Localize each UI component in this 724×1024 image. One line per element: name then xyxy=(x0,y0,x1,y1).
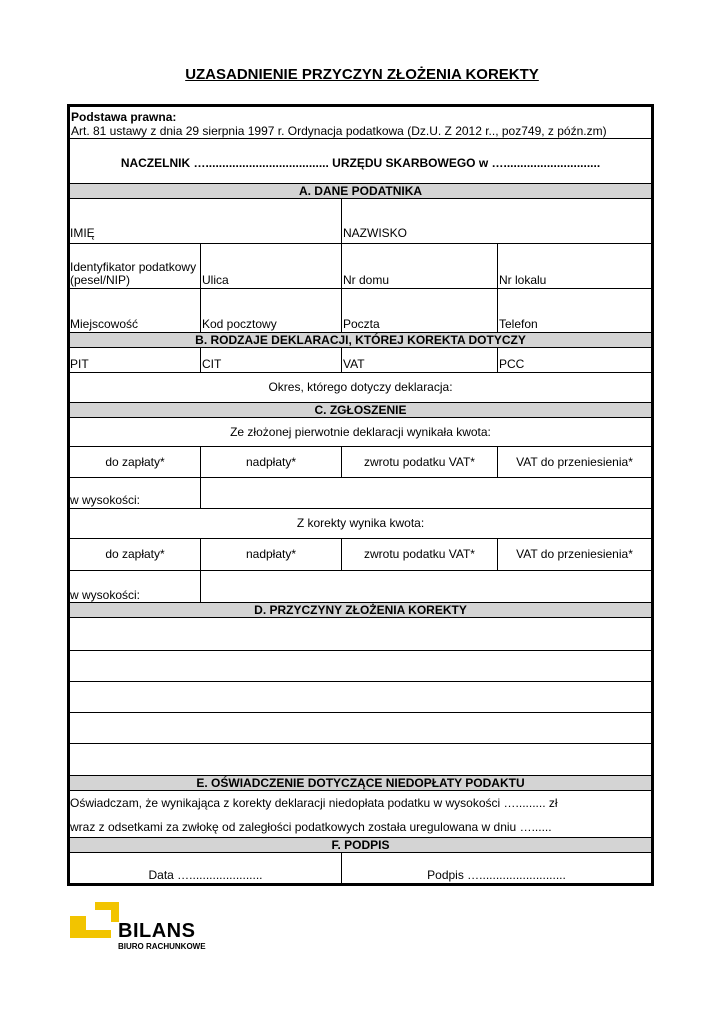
logo-name: BILANS xyxy=(118,920,196,942)
ulica-label: Ulica xyxy=(202,273,229,287)
section-a-header: A. DANE PODATNIKA xyxy=(70,183,651,199)
identyfikator-label-1: Identyfikator podatkowy xyxy=(70,260,197,274)
section-f-header: F. PODPIS xyxy=(70,837,651,853)
decl-type-pit: PIT xyxy=(70,357,89,371)
orig-w-wysokosci: w wysokości: xyxy=(70,493,141,507)
telefon-label: Telefon xyxy=(499,317,538,331)
kod-pocztowy-label: Kod pocztowy xyxy=(202,317,277,331)
document-title: UZASADNIENIE PRZYCZYN ZŁOŻENIA KOREKTY xyxy=(185,66,539,83)
poczta-label: Poczta xyxy=(343,317,380,331)
decl-type-vat: VAT xyxy=(343,357,365,371)
original-amount-label: Ze złożonej pierwotnie deklaracji wynikała kwota: xyxy=(230,425,491,439)
kor-w-wysokosci: w wysokości: xyxy=(70,588,141,602)
decl-type-pcc: PCC xyxy=(499,357,525,371)
section-b-header: B. RODZAJE DEKLARACJI, KTÓREJ KOREKTA DOTYCZY xyxy=(70,332,651,348)
orig-col-zwrot-vat: zwrotu podatku VAT* xyxy=(364,455,475,469)
section-d-header: D. PRZYCZYNY ZŁOŻENIA KOREKTY xyxy=(70,602,651,618)
legal-text: Art. 81 ustawy z dnia 29 sierpnia 1997 r. Ordynacja podatkowa (Dz.U. Z 2012 r.., poz749, z późn.zm) xyxy=(71,124,607,138)
podpis-label: Podpis ….......................... xyxy=(427,868,566,882)
okres-label: Okres, którego dotyczy deklaracja: xyxy=(268,380,453,394)
correction-form xyxy=(67,104,654,886)
oswiadczenie-line-1: Oświadczam, że wynikająca z korekty deklaracji niedopłata podatku w wysokości …......... zł xyxy=(70,796,558,810)
orig-col-nadplaty: nadpłaty* xyxy=(245,455,297,469)
kor-col-nadplaty: nadpłaty* xyxy=(245,547,297,561)
orig-col-vat-przeniesienie: VAT do przeniesienia* xyxy=(516,455,633,469)
miejscowosc-label: Miejscowość xyxy=(70,317,139,331)
orig-col-do-zaplaty: do zapłaty* xyxy=(105,455,165,469)
bilans-logo xyxy=(68,900,228,956)
logo-subtitle: BIURO RACHUNKOWE xyxy=(118,942,206,951)
nazwisko-label: NAZWISKO xyxy=(343,226,408,240)
identyfikator-label-2: (pesel/NIP) xyxy=(70,273,131,287)
kor-col-do-zaplaty: do zapłaty* xyxy=(105,547,165,561)
section-c-header: C. ZGŁOSZENIE xyxy=(70,402,651,418)
kor-col-vat-przeniesienie: VAT do przeniesienia* xyxy=(516,547,633,561)
section-e-header: E. OŚWIADCZENIE DOTYCZĄCE NIEDOPŁATY PODAKTU xyxy=(70,775,651,791)
nr-lokalu-label: Nr lokalu xyxy=(499,273,547,287)
decl-type-cit: CIT xyxy=(202,357,222,371)
nr-domu-label: Nr domu xyxy=(343,273,390,287)
data-label: Data …...................... xyxy=(148,868,263,882)
oswiadczenie-line-2: wraz z odsetkami za zwłokę od zaległości podatkowych została uregulowana w dniu …...... xyxy=(70,820,552,834)
legal-heading: Podstawa prawna: xyxy=(71,110,177,124)
korekta-amount-label: Z korekty wynika kwota: xyxy=(296,516,425,530)
imie-label: IMIĘ xyxy=(70,226,95,240)
naczelnik-line: NACZELNIK …..................................... URZĘDU SKARBOWEGO w …............................. xyxy=(120,156,601,170)
kor-col-zwrot-vat: zwrotu podatku VAT* xyxy=(364,547,475,561)
